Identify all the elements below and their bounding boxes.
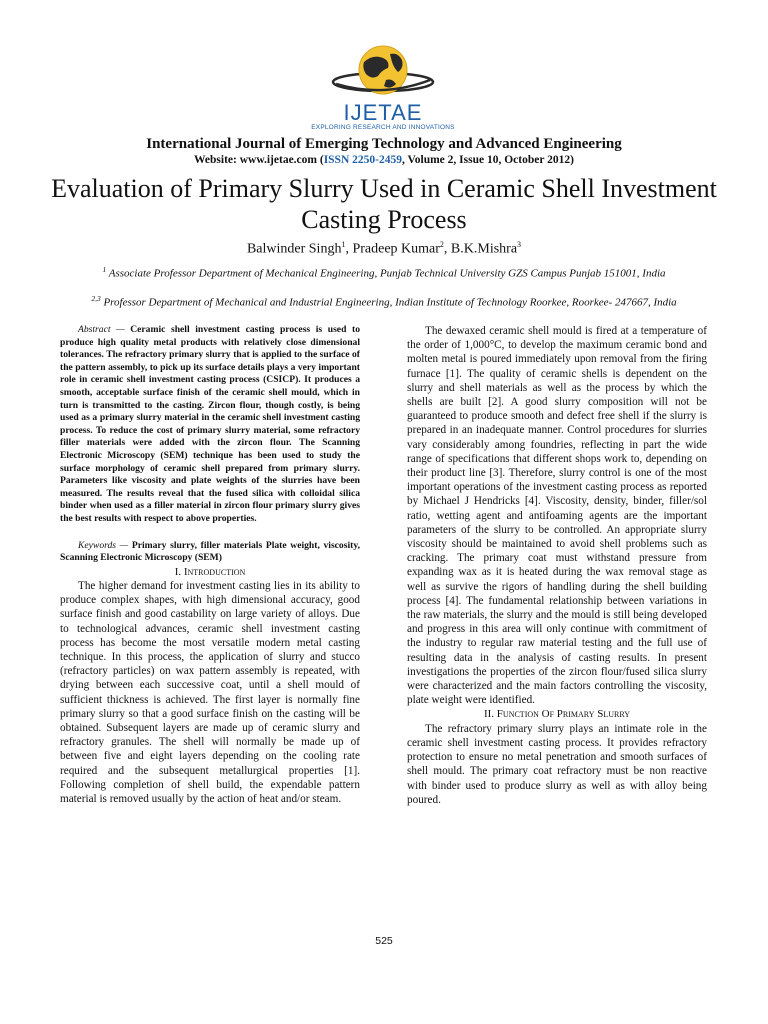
website-suffix: , Volume 2, Issue 10, October 2012) — [401, 154, 574, 166]
page-number: 525 — [375, 935, 393, 947]
function-paragraph: The refractory primary slurry plays an intimate role in the ceramic shell investment casting process. It provides refractory protection to ensure no metal penetration and smooth surfaces of shell mould. The primary coat refractory must be non reactive with binder used to produce slurry as well as with alloy being poured. — [407, 722, 707, 806]
section-number: II. — [483, 708, 495, 721]
section-title: Introduction — [183, 565, 246, 578]
logo-wordmark: IJETAE — [343, 100, 423, 125]
issn-link[interactable]: ISSN 2250-2459 — [323, 154, 402, 166]
affiliation-1 — [30, 262, 738, 282]
globe-logo-icon — [328, 40, 438, 102]
section-title: Function Of Primary Slurry — [496, 708, 631, 721]
author-sup: 2 — [439, 240, 444, 249]
affiliation-text: Associate Professor Department of Mechanical Engineering, Punjab Technical University GZS Campus Punjab 151001, India — [108, 267, 666, 280]
affiliation-sup: 1 — [102, 265, 107, 274]
paper-title: Evaluation of Primary Slurry Used in Ceramic Shell Investment Casting Process — [51, 174, 717, 234]
keywords-text: Primary slurry, filler materials Plate weight, viscosity, Scanning Electronic Microscopy (SEM) — [60, 539, 360, 564]
journal-name: International Journal of Emerging Technology and Advanced Engineering — [146, 136, 622, 152]
author-name: B.K.Mishra — [450, 241, 518, 257]
abstract-paragraph — [60, 324, 360, 526]
dewaxing-paragraph: The dewaxed ceramic shell mould is fired at a temperature of the order of 1,000°C, to develop the maximum ceramic bond and molten metal is poured immediately upon removal from the firing furnace [1]. The quality of ceramic shells is dependent on the slurry and shell materials as well as the process by which the shells are built [2]. A good slurry composition will not be guaranteed to produce smooth and defect free shell if the slurry is prepared in an inadequate manner. Control procedures for slurries vary considerably among foundries, reflecting in part the wide range of specifications that different shops work to, depending on their product line [3]. Therefore, slurry control is one of the most important operations of the investment casting process as reported by Michael J Hendricks [4]. Viscosity, density, binder, filler/sol ratio, wetting agent and antifoaming agents are the important parameters of the slurry to be controlled. An appropriate slurry viscosity should be maintained to avoid shell problems such as cracking. The primary coat must withstand pressure from expanding wax as it is heated during the wax removal stage as well as survive the rigors of handling during the shell building process [4]. The fundamental relationship between variations in the raw materials, the slurry and the mould is still being developed and progress in this area will only continue with commitment of the industry to regular raw material testing and the full use of resulting data in the analysis of casting results. In present investigations the properties of the zircon flour/fused silica slurry were characterized and the main factors controlling the viscosity, plate weight were identified. — [407, 325, 707, 707]
journal-logo — [303, 40, 463, 132]
author-list: Balwinder Singh$^1$, Pradeep Kumar$^2$, B.K.Mishra$^3$ — [246, 240, 522, 257]
author-name: Balwinder Singh — [246, 241, 342, 257]
abstract-text: Ceramic shell investment casting process is used to produce high quality metal products with relatively close dimensional tolerances. The refractory primary slurry that is applied to the surface of the pattern assembly, to pick up its surface details plays a very important role in ceramic shell investment casting process (CSICP). It produces a smooth, acceptable surface finish of the ceramic shell mould, which in turn is transmitted to the casting. Zircon flour, though costly, is being used as a primary slurry material in the ceramic shell investment casting process. To reduce the cost of primary slurry material, some refractory filler materials were added with the zircon flour. The Scanning Electronic Microscopy (SEM) technique has been used to study the surface morphology of ceramic shell prepared from primary slurry. Parameters like viscosity and plate weights of the slurries have been measured. The results reveal that the fused silica with colloidal silica binder when used as a filler material in zircon flour primary slurry gives the best results with respect to above properties. — [60, 324, 360, 524]
logo-tagline: EXPLORING RESEARCH AND INNOVATIONS — [311, 124, 455, 131]
website-prefix: Website: www.ijetae.com ( — [194, 154, 324, 166]
section-heading-function — [407, 707, 707, 721]
affiliation-sup: 2,3 — [91, 294, 101, 303]
journal-website-line — [0, 154, 768, 166]
keywords-paragraph — [60, 540, 360, 565]
abstract-label: Abstract — — [78, 324, 125, 335]
keywords-label: Keywords — — [78, 539, 129, 551]
intro-paragraph: The higher demand for investment casting lies in its ability to produce complex shapes, with high dimensional accuracy, good surface finish and good castability on large variety of alloys. Due to technological advances, ceramic shell investment casting process has become the most versatile modern metal casting technique. In this process, the application of slurry and stucco (refractory particles) on wax pattern assembly is repeated, with drying between each successive coat, until a shell mould of sufficient thickness is achieved. The first layer is normally fine primary slurry so that a good surface finish on the casting will be obtained. Subsequent layers are made up of ceramic slurry and refractory granules. The shell will normally be made up of between five and eight layers depending on the cooling rate required and the subsequent metallurgical properties [1]. Following completion of shell build, the expendable pattern material is removed usually by the action of heat and/or steam. — [60, 579, 360, 805]
affiliation-2 — [30, 291, 738, 311]
section-number: I. — [174, 565, 182, 578]
section-heading-introduction — [60, 565, 360, 579]
author-sup: 1 — [341, 240, 346, 249]
author-name: Pradeep Kumar — [352, 241, 440, 257]
left-column — [60, 324, 360, 806]
author-sup: 3 — [517, 240, 522, 249]
right-column — [407, 324, 707, 807]
affiliation-text: Professor Department of Mechanical and Industrial Engineering, Indian Institute of Technology Roorkee, Roorkee- 247667, India — [103, 296, 677, 309]
